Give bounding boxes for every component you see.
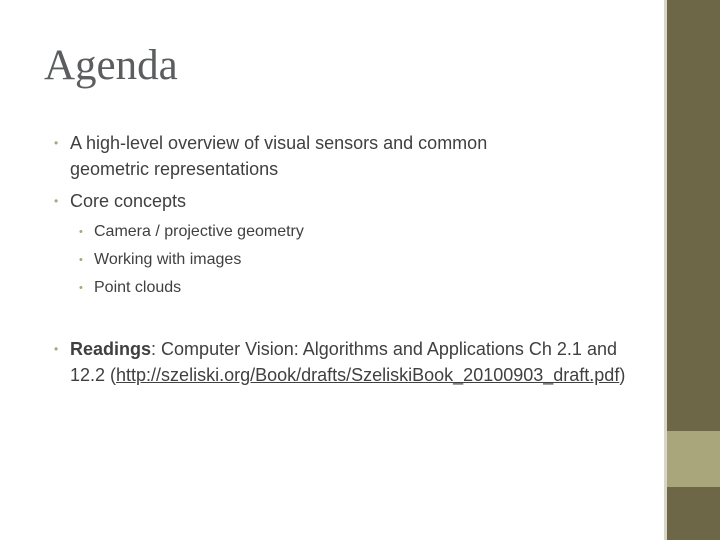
bullet-item [54, 188, 550, 214]
sub-bullet-item [79, 274, 494, 302]
bullet-icon: • [79, 254, 83, 266]
sub-bullet-item [79, 218, 494, 246]
decorative-band-accent [667, 431, 720, 487]
sub-bullet-item [79, 246, 494, 274]
bullet-text: A high-level overview of visual sensors and common geometric representations [70, 133, 488, 179]
sub-bullet-text: Working with images [94, 251, 242, 268]
bullet-icon: • [54, 342, 59, 356]
readings-link[interactable]: http://szeliski.org/Book/drafts/SzeliskiBook_20100903_draft.pdf [116, 365, 620, 385]
bullet-icon: • [54, 194, 59, 208]
readings-colon: : [151, 339, 157, 359]
readings-label: Readings [70, 339, 152, 359]
bullet-text: Core concepts [70, 191, 187, 211]
slide-title: Agenda [44, 42, 178, 89]
readings-item [54, 336, 630, 388]
sub-bullet-text: Camera / projective geometry [94, 223, 304, 240]
sub-bullet-text: Point clouds [94, 279, 182, 296]
bullet-icon: • [79, 282, 83, 294]
bullet-item [54, 130, 550, 182]
readings-description: Computer Vision: Algorithms and Applications Ch 2.1 and 12.2 ( [70, 339, 617, 385]
bullet-icon: • [79, 226, 83, 238]
bullet-icon: • [54, 136, 59, 150]
readings-close-paren: ) [619, 365, 626, 385]
